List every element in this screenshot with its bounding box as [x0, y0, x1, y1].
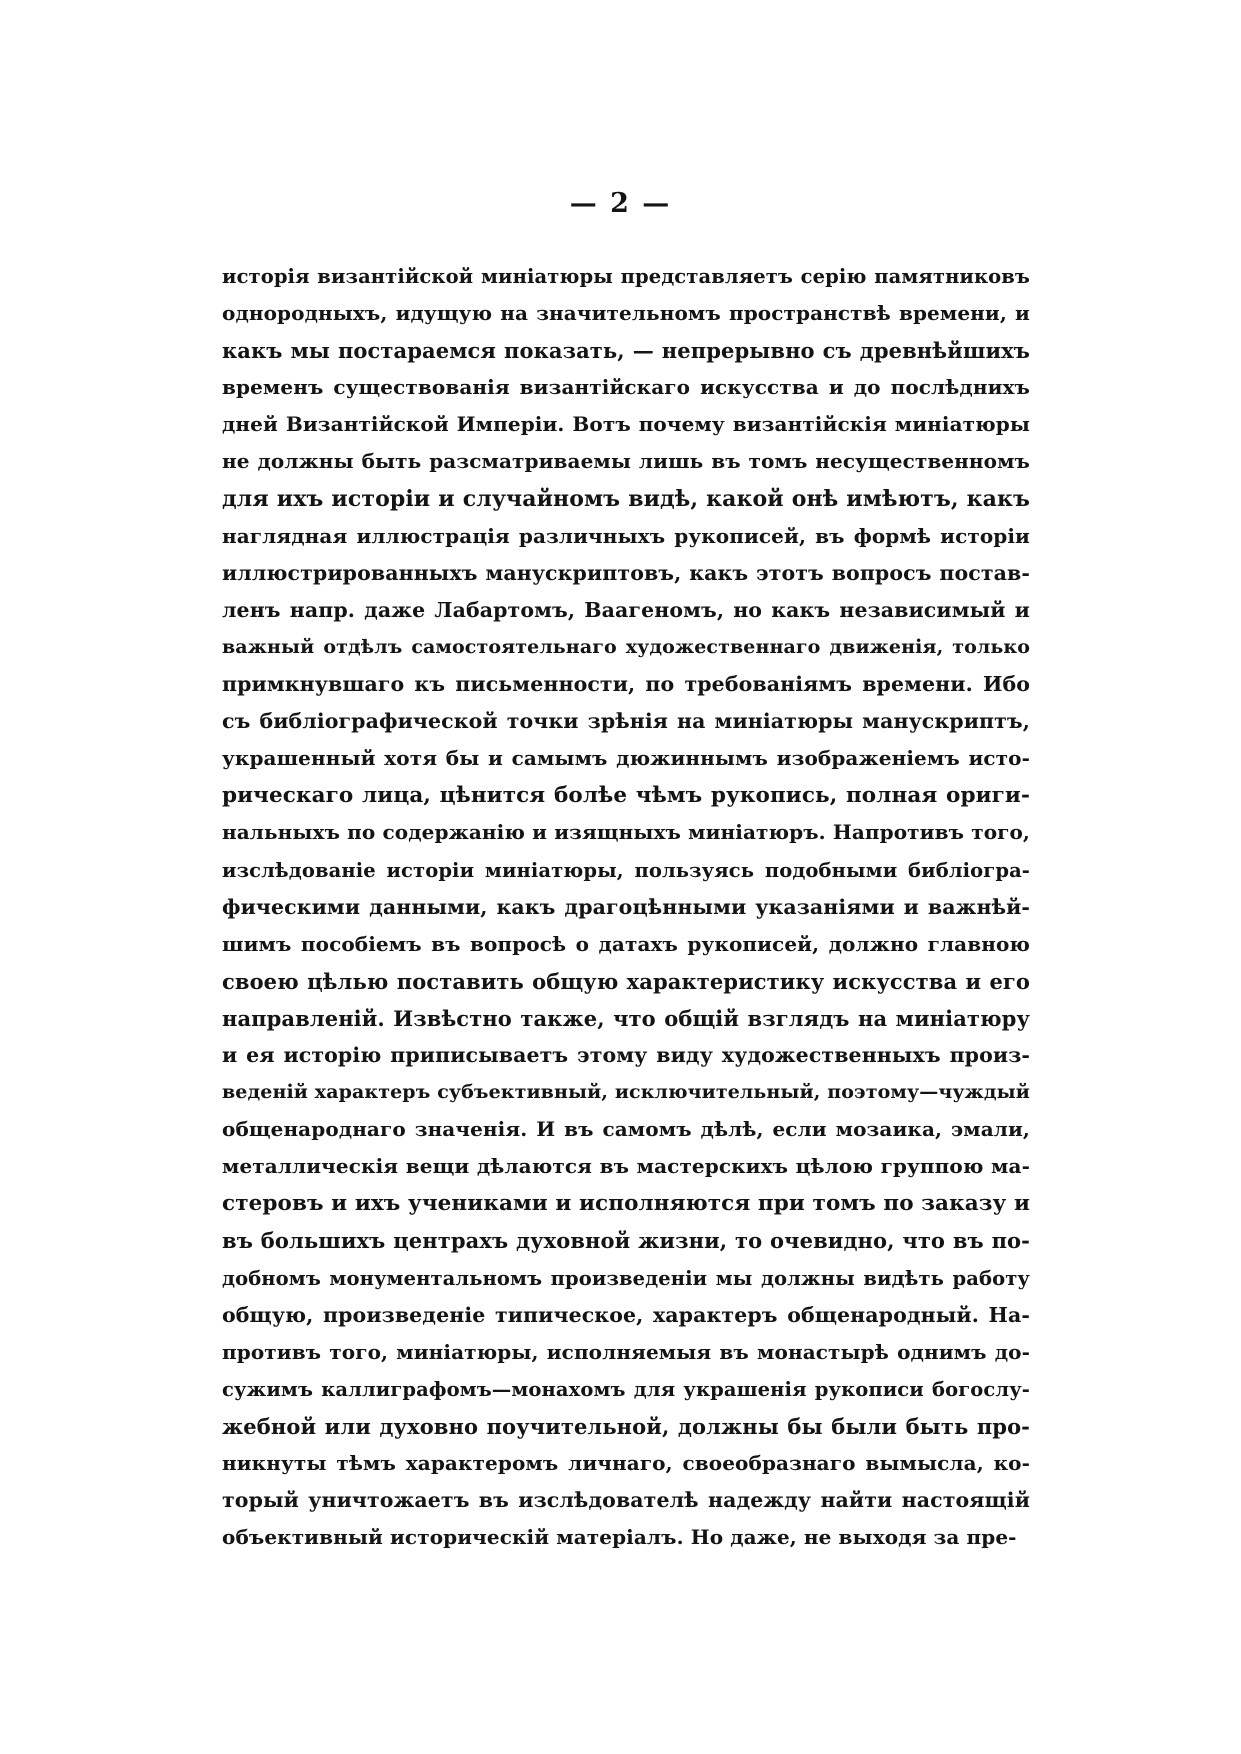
text-line: противъ того, миніатюры, исполняемыя въ монастырѣ однимъ до-: [222, 1339, 1030, 1364]
text-line: иллюстрированныхъ манускриптовъ, какъ этотъ вопросъ постав-: [222, 560, 1030, 585]
text-line: важный отдѣлъ самостоятельнаго художественнаго движенія, только: [222, 635, 1030, 658]
text-line: наглядная иллюстрація различныхъ рукописей, въ формѣ исторіи: [222, 523, 1030, 548]
text-line: добномъ монументальномъ произведеніи мы должны видѣть работу: [222, 1266, 1030, 1290]
text-line: общенароднаго значенія. И въ самомъ дѣлѣ, если мозаика, эмали,: [222, 1117, 1030, 1142]
text-line: въ большихъ центрахъ духовной жизни, то очевидно, что въ по-: [222, 1228, 1030, 1254]
text-line: ленъ напр. даже Лабартомъ, Ваагеномъ, но какъ независимый и: [222, 597, 1030, 622]
text-line: направленій. Извѣстно также, что общій взглядъ на миніатюру: [222, 1005, 1030, 1031]
text-line: рическаго лица, цѣнится болѣе чѣмъ рукопись, полная ориги-: [222, 783, 1030, 809]
text-line: своею цѣлью поставить общую характеристику искусства и его: [222, 968, 1030, 994]
body-text: [222, 258, 1030, 1556]
text-line: дней Византійской Имперіи. Вотъ почему византійскія миніатюры: [222, 412, 1030, 437]
page-number: — 2 —: [569, 188, 672, 219]
text-line: шимъ пособіемъ въ вопросѣ о датахъ рукописей, должно главною: [222, 931, 1030, 956]
text-line: никнуты тѣмъ характеромъ личнаго, своеобразнаго вымысла, ко-: [222, 1451, 1030, 1475]
text-line: фическими данными, какъ драгоцѣнными указаніями и важнѣй-: [222, 894, 1030, 919]
text-line: однородныхъ, идущую на значительномъ пространствѣ времени, и: [222, 301, 1030, 326]
text-line: и ея исторію приписываетъ этому виду художественныхъ произ-: [222, 1042, 1030, 1067]
text-line: украшенный хотя бы и самымъ дюжиннымъ изображеніемъ исто-: [222, 746, 1030, 771]
text-line: не должны быть разсматриваемы лишь въ томъ несущественномъ: [222, 449, 1030, 474]
text-line: веденій характеръ субъективный, исключительный, поэтому—чуждый: [222, 1081, 1030, 1104]
text-line: сужимъ каллиграфомъ—монахомъ для украшенія рукописи богослу-: [222, 1377, 1030, 1401]
text-line: объективный историческій матеріалъ. Но даже, не выходя за пре-: [222, 1525, 1017, 1550]
text-line: изслѣдованіе исторіи миніатюры, пользуясь подобными библіогра-: [222, 858, 1030, 882]
text-line: жебной или духовно поучительной, должны бы были быть про-: [222, 1413, 1030, 1439]
text-line: исторія византійской миніатюры представляетъ серію памятниковъ: [222, 265, 1030, 288]
text-line: примкнувшаго къ письменности, по требованіямъ времени. Ибо: [222, 672, 1030, 697]
text-line: стеровъ и ихъ учениками и исполняются при томъ по заказу и: [222, 1191, 1031, 1217]
text-line: металлическія вещи дѣлаются въ мастерскихъ цѣлою группою ма-: [222, 1154, 1030, 1179]
text-line: съ библіографической точки зрѣнія на миніатюры манускриптъ,: [222, 709, 1030, 734]
text-line: торый уничтожаетъ въ изслѣдователѣ надежду найти настоящій: [222, 1488, 1030, 1513]
text-line: общую, произведеніе типическое, характеръ общенародный. На-: [222, 1302, 1030, 1327]
text-line: какъ мы постараемся показать, — непрерывно съ древнѣйшихъ: [222, 338, 1030, 364]
text-line: нальныхъ по содержанію и изящныхъ миніатюръ. Напротивъ того,: [222, 820, 1030, 845]
text-line: для ихъ исторіи и случайномъ видѣ, какой онѣ имѣютъ, какъ: [222, 485, 1030, 512]
text-line: временъ существованія византійскаго искусства и до послѣднихъ: [222, 375, 1030, 400]
